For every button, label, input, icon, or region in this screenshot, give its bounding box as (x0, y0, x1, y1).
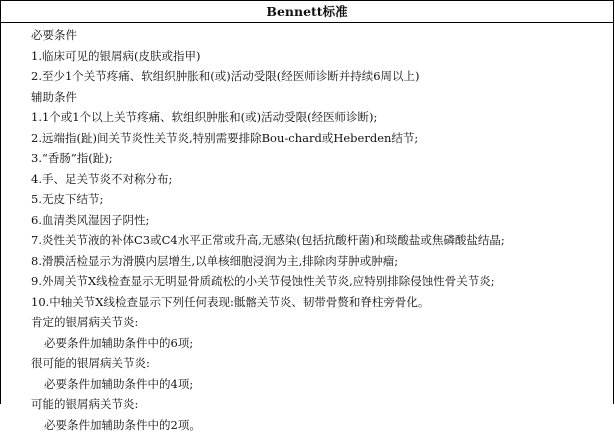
definite-psa-heading: 肯定的银屑病关节炎: (1, 312, 613, 333)
auxiliary-item-8: 8.滑膜活检显示为滑膜内层增生,以单核细胞浸润为主,排除肉芽肿或肿瘤; (1, 251, 613, 272)
required-item-1: 1.临床可见的银屑病(皮肤或指甲) (1, 46, 613, 67)
auxiliary-item-2: 2.远端指(趾)间关节炎性关节炎,特别需要排除Bou-chard或Heberden结节; (1, 128, 613, 149)
table-title: Bennett标准 (1, 1, 613, 23)
possible-psa-rule: 必要条件加辅助条件中的2项。 (1, 415, 613, 435)
section-heading-auxiliary: 辅助条件 (1, 87, 613, 108)
auxiliary-item-1: 1.1个或1个以上关节疼痛、软组织肿胀和(或)活动受限(经医师诊断); (1, 107, 613, 128)
possible-psa-heading: 可能的银屑病关节炎: (1, 394, 613, 415)
auxiliary-item-9: 9.外周关节X线检查显示无明显骨质疏松的小关节侵蚀性关节炎,应特别排除侵蚀性骨关节炎; (1, 271, 613, 292)
auxiliary-item-3: 3.“香肠”指(趾); (1, 148, 613, 169)
auxiliary-item-7: 7.炎性关节液的补体C3或C4水平正常或升高,无感染(包括抗酸杆菌)和琰酸盐或焦磷酸盐结晶; (1, 230, 613, 251)
auxiliary-item-4: 4.手、足关节炎不对称分布; (1, 169, 613, 190)
probable-psa-heading: 很可能的银屑病关节炎: (1, 353, 613, 374)
auxiliary-item-5: 5.无皮下结节; (1, 189, 613, 210)
definite-psa-rule: 必要条件加辅助条件中的6项; (1, 333, 613, 354)
probable-psa-rule: 必要条件加辅助条件中的4项; (1, 374, 613, 395)
auxiliary-item-10: 10.中轴关节X线检查显示下列任何表现:骶髂关节炎、韧带骨赘和脊柱旁骨化。 (1, 292, 613, 313)
section-heading-required: 必要条件 (1, 25, 613, 46)
required-item-2: 2.至少1个关节疼痛、软组织肿胀和(或)活动受限(经医师诊断并持续6周以上) (1, 66, 613, 87)
criteria-list (1, 23, 613, 435)
auxiliary-item-6: 6.血清类风湿因子阴性; (1, 210, 613, 231)
